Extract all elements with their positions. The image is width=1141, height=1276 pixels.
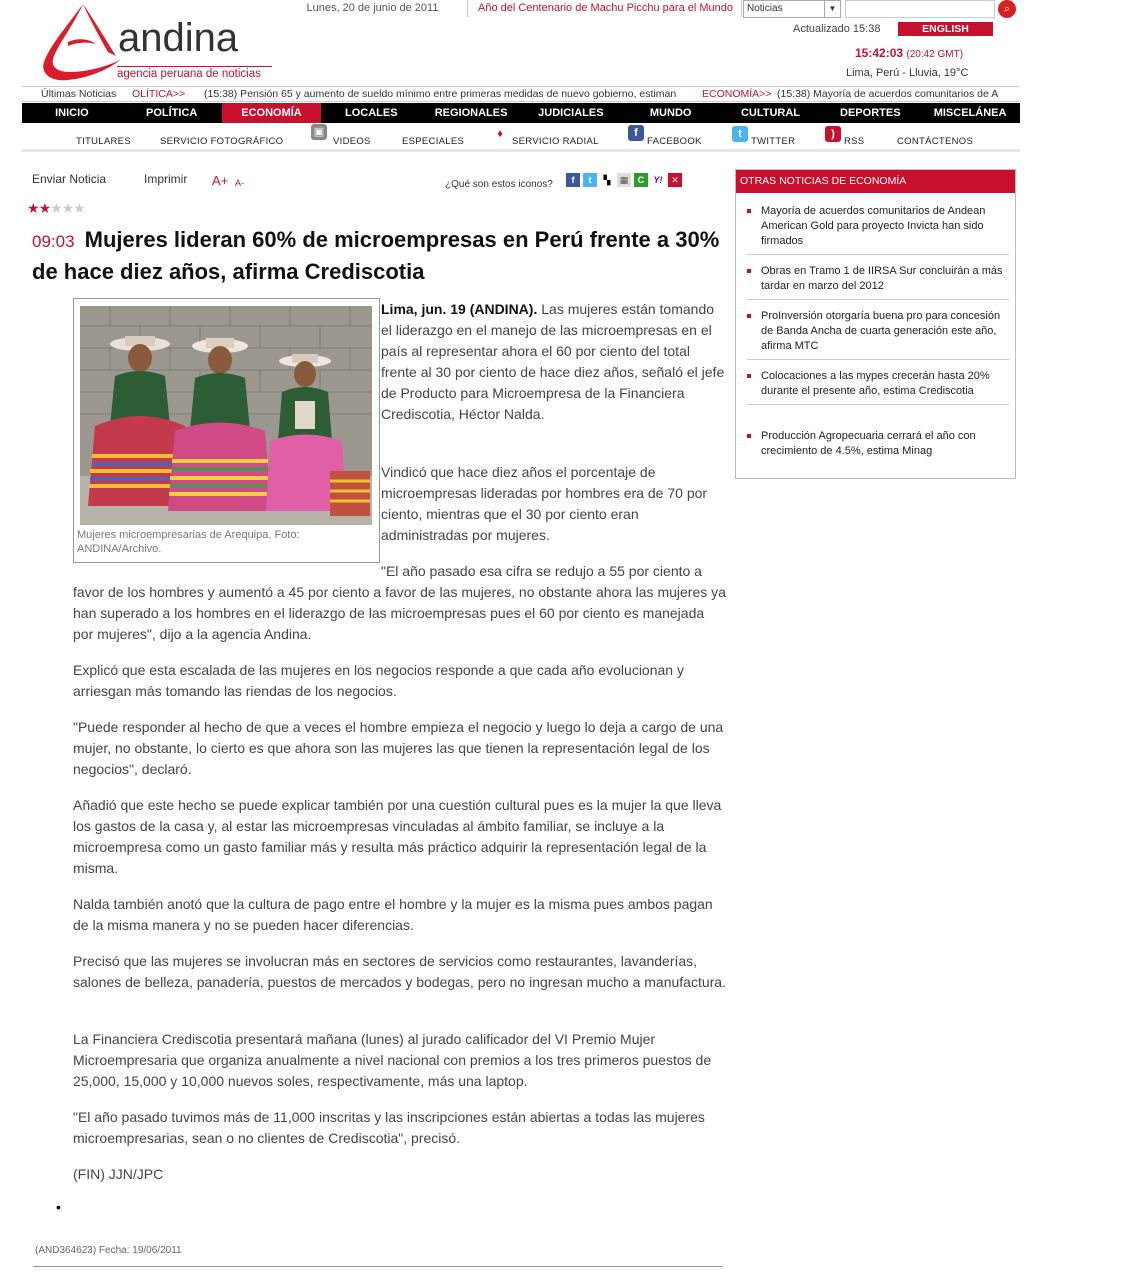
subnav-videos[interactable]: VIDEOS bbox=[333, 136, 371, 147]
current-date: Lunes, 20 de junio de 2011 bbox=[278, 0, 468, 17]
english-version-button[interactable]: ENGLISH VERSION bbox=[898, 22, 993, 36]
technorati-share-icon[interactable]: C bbox=[634, 173, 648, 187]
share-icons bbox=[566, 173, 682, 187]
ticker-headline-2[interactable]: (15:38) Mayoría de acuerdos comunitarios de A bbox=[777, 88, 999, 100]
article-paragraph: La Financiera Crediscotia presentará mañana (lunes) al jurado calificador del VI Premio Mujer Microempresaria que organiza anualmente a nivel nacional con premios a los tres primeros puestos de 25,000, 15,000 y 10,000 nuevos soles, respectivamente, más una laptop. bbox=[73, 1031, 712, 1089]
yahoo-share-icon[interactable]: Y! bbox=[651, 173, 665, 187]
last-updated: Actualizado 15:38 bbox=[793, 23, 881, 35]
brand-tagline: agencia peruana de noticias bbox=[117, 66, 272, 80]
article-paragraph: "El año pasado tuvimos más de 11,000 inscritas y las inscripciones están abiertas a todas las mujeres microempresarias, sean o no clientes de Crediscotia", precisó. bbox=[73, 1109, 705, 1146]
sidebar-title: OTRAS NOTICIAS DE ECONOMÍA bbox=[736, 170, 1015, 193]
nav-locales[interactable]: LOCALES bbox=[345, 107, 398, 119]
nav-mundo[interactable]: MUNDO bbox=[649, 107, 692, 119]
star-icon: ★ bbox=[61, 200, 74, 216]
article-paragraph: Explicó que esta escalada de las mujeres en los negocios responde a que cada año evolucionan y arriesgan más tomando las riendas de los negocios. bbox=[73, 662, 684, 699]
nav-politica[interactable]: POLÍTICA bbox=[146, 107, 198, 119]
search-category-value: Noticias bbox=[747, 3, 783, 14]
article-dateline: Lima, jun. 19 (ANDINA). bbox=[381, 301, 538, 317]
andina-logo-icon bbox=[38, 0, 128, 84]
video-camera-icon: ▣ bbox=[311, 124, 327, 140]
ticker-category-2[interactable]: ECONOMÍA>> bbox=[702, 88, 772, 100]
ticker-label: Últimas Noticias bbox=[41, 88, 117, 100]
article-lead-text: Las mujeres están tomando el liderazgo en el manejo de las microempresas en el país al representar ahora el 60 por ciento del total frente al 30 por ciento de hace diez años, señaló el jefe de Producto para Microempresa de la Financiera Crediscotia, Héctor Nalda. bbox=[381, 301, 725, 422]
rss-icon: ) bbox=[825, 126, 841, 142]
nav-inicio[interactable]: INICIO bbox=[55, 107, 89, 119]
sub-nav bbox=[22, 124, 1020, 152]
star-icon: ★ bbox=[27, 200, 39, 216]
subnav-contactenos[interactable]: CONTÁCTENOS bbox=[897, 136, 974, 147]
subnav-servicio-radial[interactable]: SERVICIO RADIAL bbox=[512, 136, 599, 147]
news-ticker bbox=[22, 86, 1019, 102]
nav-cultural[interactable]: CULTURAL bbox=[740, 107, 800, 119]
send-news-link[interactable]: Enviar Noticia bbox=[32, 172, 107, 186]
article-meta: (AND364623) Fecha: 19/06/2011 bbox=[35, 1245, 182, 1256]
nav-judiciales[interactable]: JUDICIALES bbox=[538, 107, 604, 119]
meneame-share-icon[interactable]: ✕ bbox=[668, 173, 682, 187]
centenario-link[interactable]: Año del Centenario de Machu Picchu para el Mundo bbox=[470, 0, 742, 17]
article-paragraph: Añadió que este hecho se puede explicar también por una cuestión cultural pues es la mujer la que lleva los gastos de la casa y, al estar las microempresas vinculadas al ámbito familiar, se incluye a la microempresa como un gasto familiar más y resulta más práctico adquirir la representación legal de la misma. bbox=[73, 797, 722, 876]
print-link[interactable]: Imprimir bbox=[144, 172, 188, 186]
weather: Lima, Perú - Lluvia, 19°C bbox=[846, 67, 969, 79]
twitter-icon: t bbox=[732, 126, 748, 142]
subnav-twitter[interactable]: TWITTER bbox=[751, 136, 796, 147]
subnav-titulares[interactable]: TITULARES bbox=[76, 136, 131, 147]
article-signoff: (FIN) JJN/JPC bbox=[73, 1166, 164, 1182]
sidebar-news-item[interactable]: Colocaciones a las mypes crecerán hasta 20% durante el presente año, estima Crediscotia bbox=[747, 369, 1009, 405]
brand-name: andina bbox=[118, 16, 239, 60]
font-increase-button[interactable]: A+ bbox=[212, 173, 229, 188]
article-paragraph bbox=[381, 299, 726, 425]
search-input[interactable] bbox=[845, 0, 995, 18]
clock-gmt: (20:42 GMT) bbox=[906, 49, 964, 60]
nav-miscelanea[interactable]: MISCELÁNEA bbox=[933, 107, 1007, 119]
chevron-down-icon: ▼ bbox=[824, 1, 840, 17]
article-paragraph: Nalda también anotó que la cultura de pago entre el hombre y la mujer es la misma pues ambos pagan de la misma manera y no se pueden hacer diferencias. bbox=[73, 896, 713, 933]
clock-time: 15:42:03 bbox=[855, 46, 904, 60]
article-paragraph: favor de los hombres y aumentó a 45 por ciento a favor de las mujeres, no obstante ahora las mujeres ya han superado a los hombres en el liderazgo de las microempresas pues el 60 por ciento es manejada por mujeres", dijo a la agencia Andina. bbox=[73, 584, 726, 642]
subnav-especiales[interactable]: ESPECIALES bbox=[402, 136, 465, 147]
facebook-share-icon[interactable]: f bbox=[566, 173, 580, 187]
main-nav bbox=[22, 103, 1020, 123]
nav-deportes[interactable]: DEPORTES bbox=[840, 107, 901, 119]
subnav-rss[interactable]: RSS bbox=[844, 136, 865, 147]
divider bbox=[33, 1266, 722, 1267]
ticker-category-1[interactable]: OLÍTICA>> bbox=[132, 88, 186, 100]
sidebar-news-item[interactable]: ProInversión otorgaría buena pro para concesión de Banda Ancha de cuarta generación este año, afirma MTC bbox=[747, 309, 1009, 360]
facebook-icon: f bbox=[628, 125, 644, 141]
star-icon: ★ bbox=[73, 200, 85, 216]
subnav-servicio-fotografico[interactable]: SERVICIO FOTOGRÁFICO bbox=[160, 136, 284, 147]
article-paragraph: "Puede responder al hecho de que a veces el hombre empieza el negocio y luego lo deja a cargo de una mujer, no obstante, lo cierto es que ahora son las mujeres las que tienen la representación legal de los negocios", declaró. bbox=[73, 719, 724, 777]
article-time: 09:03 bbox=[32, 232, 75, 251]
star-icon: ★ bbox=[38, 200, 51, 216]
sidebar-news-item[interactable]: Mayoría de acuerdos comunitarios de Andean American Gold para proyecto Invicta han sido firmados bbox=[747, 204, 1009, 255]
twitter-share-icon[interactable]: t bbox=[583, 173, 597, 187]
sidebar-news-item[interactable]: Producción Agropecuaria cerrará el año con crecimiento de 4.5%, estima Minag bbox=[747, 429, 1009, 464]
article-title: Mujeres lideran 60% de microempresas en Perú frente a 30% de hace diez años, afirma Crediscotia bbox=[32, 227, 720, 284]
rating-stars[interactable] bbox=[27, 200, 85, 217]
subnav-facebook[interactable]: FACEBOOK bbox=[647, 136, 702, 147]
nav-regionales[interactable]: REGIONALES bbox=[434, 107, 508, 119]
search-category-select[interactable] bbox=[743, 0, 841, 18]
ticker-headline-1[interactable]: (15:38) Pensión 65 y aumento de sueldo mínimo entre primeras medidas de nuevo gobierno, estiman bbox=[204, 88, 677, 100]
delicious-share-icon[interactable]: ▚ bbox=[600, 173, 614, 187]
article-paragraph: "El año pasado esa cifra se redujo a 55 por ciento a bbox=[381, 563, 702, 579]
article-headline bbox=[32, 225, 727, 287]
photo-caption: Mujeres microempresarias de Arequipa. Foto: ANDINA/Archivo. bbox=[77, 529, 300, 555]
sidebar-news-item[interactable]: Obras en Tramo 1 de IIRSA Sur concluirán a más tardar en marzo del 2012 bbox=[747, 264, 1009, 300]
article-photo bbox=[73, 298, 380, 563]
article-paragraph: Precisó que las mujeres se involucran más en sectores de servicios como restaurantes, lavanderías, salones de belleza, panadería, puestos de mercados y bodegas, pero no ingresan mucho a manufactura. bbox=[73, 953, 726, 990]
list-bullet: • bbox=[56, 1199, 61, 1215]
microphone-icon: ♦ bbox=[497, 128, 503, 140]
related-news-sidebar bbox=[735, 169, 1016, 479]
share-icons-help[interactable]: ¿Qué son estos iconos? bbox=[445, 179, 553, 190]
font-decrease-button[interactable]: A- bbox=[235, 178, 244, 188]
nav-economia[interactable]: ECONOMÍA bbox=[222, 103, 322, 123]
clock bbox=[855, 46, 963, 60]
digg-share-icon[interactable]: ▦ bbox=[617, 173, 631, 187]
search-icon[interactable]: ⌕ bbox=[998, 0, 1016, 18]
star-icon: ★ bbox=[50, 200, 62, 216]
andina-logo[interactable] bbox=[38, 0, 278, 84]
article-paragraph: Vindicó que hace diez años el porcentaje de microempresas lideradas por hombres era de 70 por ciento, mientras que el 30 por ciento eran administradas por mujeres. bbox=[381, 464, 708, 543]
article-photo-image[interactable] bbox=[80, 306, 372, 525]
